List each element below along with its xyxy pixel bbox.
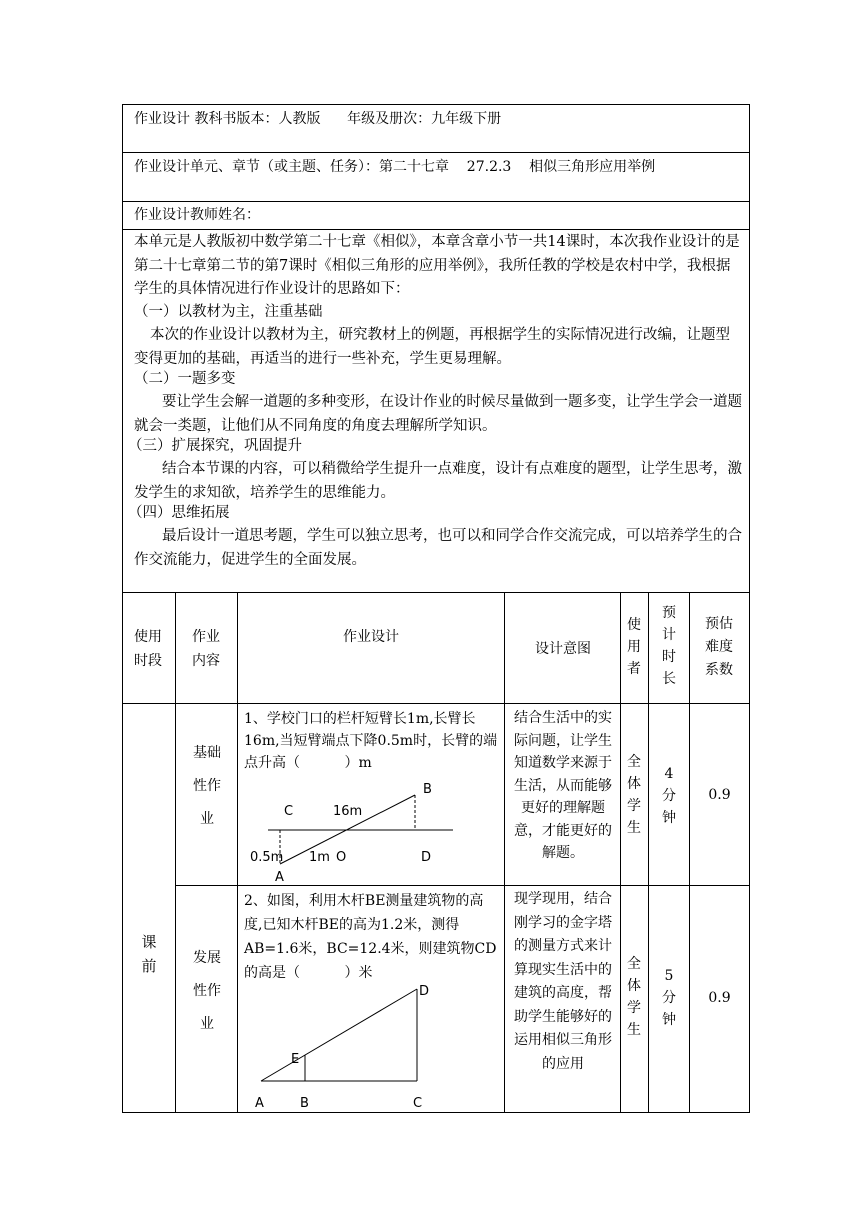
label-B: B [300,1096,309,1111]
intro-paragraph-5: 最后设计一道思考题，学生可以独立思考，也可以和同学合作交流完成，可以培养学生的合作交流能力，促进学生的全面发展。 [134,528,742,568]
header-design: 作业设计 [343,629,399,645]
label-A: A [275,870,284,884]
row1-difficulty: 0.9 [708,787,731,803]
label-C: C [284,804,294,819]
row1-question: 1、学校门口的栏杆短臂长1m,长臂长16m,当短臂端点下降0.5m时，长臂的端点升高（ ）m [244,711,498,771]
row1-intent: 结合生活中的实际问题，让学生知道数学来源于生活，从而能够更好的理解题意，才能更好的解题。 [514,710,612,861]
header-user: 使用者 [627,617,641,677]
period-value: 课前 [141,933,157,975]
row2-intent: 现学现用，结合刚学习的金字塔的测量方式来计算现实生活中的建筑的高度，帮助学生能够好的运用相似三角形的应用 [514,891,612,1072]
header-unit-chapter: 作业设计单元、章节（或主题、任务）：第二十七章 27.2.3 相似三角形应用举例 [134,159,656,175]
header-content: 作业内容 [192,629,220,669]
intro-heading-4: （四）思维拓展 [128,505,230,521]
intro-heading-2: （二）一题多变 [134,371,236,387]
header-intent: 设计意图 [535,641,591,657]
row1-time: 4分钟 [662,766,676,826]
table-header-design-cell [237,592,505,704]
label-1m: 1m [309,850,330,865]
label-A: A [255,1096,264,1111]
label-D: D [421,850,432,865]
header-period: 使用时段 [134,629,162,669]
intro-heading-1: （一）以教材为主，注重基础 [134,304,323,320]
intro-paragraph-1: 本单元是人教版初中数学第二十七章《相似》，本章含章小节一共14课时，本次我作业设计的是第二十七章第二节的第7课时《相似三角形的应用举例》，我所任教的学校是农村中学，我根据学生的具体情况进行作业设计的思路如下： [134,234,740,297]
header-time: 预计时长 [662,605,676,687]
header-difficulty: 预估难度系数 [705,616,733,678]
intro-heading-3: （三）扩展探究，巩固提升 [128,438,302,454]
label-D: D [419,984,430,999]
label-0.5m: 0.5m [250,850,284,865]
row1-content: 基础性作业 [193,745,221,827]
row2-content: 发展性作业 [193,950,221,1032]
row1-user: 全体学生 [627,754,641,836]
row2-difficulty: 0.9 [708,990,731,1006]
intro-paragraph-4: 结合本节课的内容，可以稍微给学生提升一点难度，设计有点难度的题型，让学生思考，激发学生的求知欲，培养学生的思维能力。 [134,461,742,501]
label-B: B [423,782,432,797]
label-E: E [291,1052,300,1067]
header-teacher-name: 作业设计教师姓名： [134,207,260,223]
label-16m: 16m [333,804,363,819]
period-cell [122,703,176,1113]
header-textbook-grade: 作业设计 教科书版本：人教版 年级及册次：九年级下册 [134,111,502,127]
building-figure [239,979,503,1111]
sight-line [261,989,417,1081]
row2-question: 2、如图，利用木杆BE测量建筑物的高度,已知木杆BE的高为1.2米，测得AB=1.6米，BC=12.4米，则建筑物CD的高是（ ）米 [244,893,497,981]
row2-time: 5分钟 [662,968,676,1028]
intro-paragraph-2: 本次的作业设计以教材为主，研究教材上的例题，再根据学生的实际情况进行改编，让题型变得更加的基础，再适当的进行一些补充，学生更易理解。 [134,327,730,367]
row2-user: 全体学生 [627,956,641,1038]
lever-figure [239,769,503,884]
intro-paragraph-3: 要让学生会解一道题的多种变形，在设计作业的时候尽量做到一题多变，让学生学会一道题就会一类题，让他们从不同角度的角度去理解所学知识。 [134,394,742,434]
label-C: C [413,1096,423,1111]
label-O: O [336,850,347,865]
